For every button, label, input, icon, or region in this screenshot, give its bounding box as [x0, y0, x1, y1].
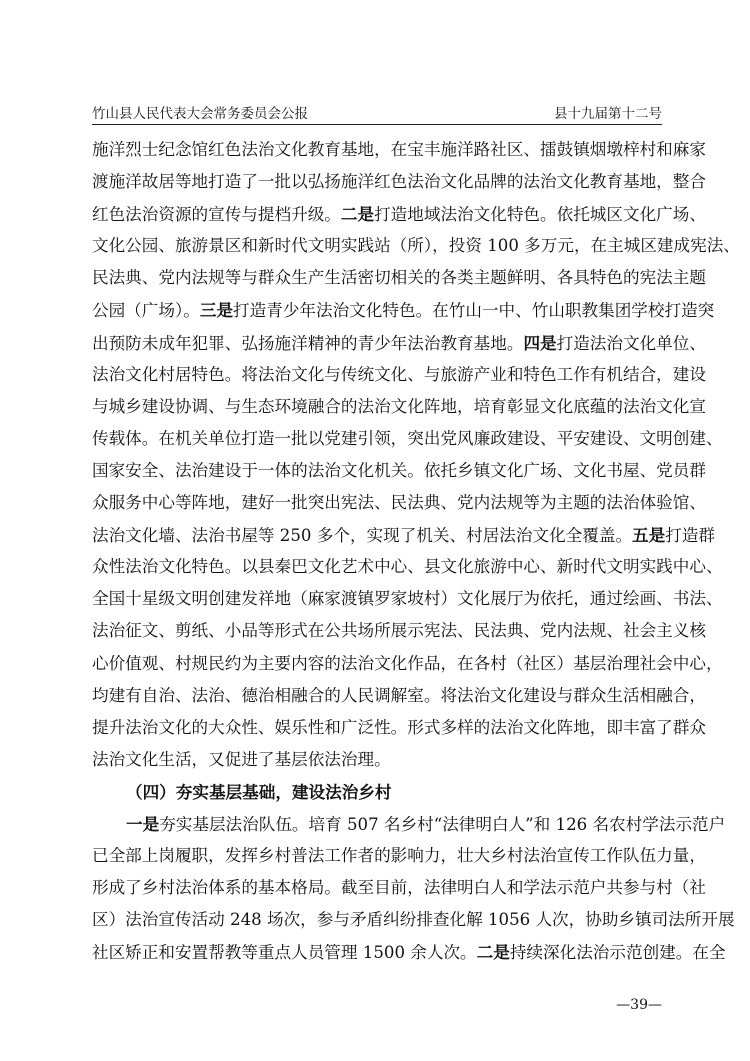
- text-line: 民法典、党内法规等与群众生产生活密切相关的各类主题鲜明、各具特色的宪法主题: [92, 268, 706, 288]
- text-line: 公园（广场）。三是打造青少年法治文化特色。在竹山一中、竹山职教集团学校打造突: [92, 300, 715, 321]
- text-line: 出预防未成年犯罪、弘扬施洋精神的青少年法治教育基地。四是打造法治文化单位、: [92, 332, 706, 353]
- page-number: —39—: [616, 997, 662, 1013]
- text-line: 国家安全、法治建设于一体的法治文化机关。依托乡镇文化广场、文化书屋、党员群: [92, 460, 706, 480]
- bold-marker: 一是: [126, 813, 160, 834]
- bold-marker: 二是: [476, 942, 510, 963]
- paragraph-culture-features: [92, 134, 740, 776]
- page-header: [92, 100, 662, 122]
- text-line: 全国十星级文明创建发祥地（麻家渡镇罗家坡村）文化展厅为依托，通过绘画、书法、: [92, 589, 723, 609]
- text-line: 文化公园、旅游景区和新时代文明实践站（所），投资 100 多万元，在主城区建成宪法、: [92, 236, 740, 256]
- section-heading: （四）夯实基层基础，建设法治乡村: [126, 781, 392, 802]
- text-line: 一是夯实基层法治队伍。培育 507 名乡村“法律明白人”和 126 名农村学法示范户: [126, 813, 726, 834]
- bold-marker: 四是: [523, 332, 557, 353]
- text-line: 法治文化墙、法治书屋等 250 多个，实现了机关、村居法治文化全覆盖。五是打造群: [92, 525, 716, 546]
- paragraph-rural-rule-of-law: [92, 808, 735, 968]
- bold-marker: 五是: [632, 525, 666, 546]
- text-line: 均建有自治、法治、德治相融合的人民调解室。将法治文化建设与群众生活相融合，: [92, 685, 706, 705]
- text-line: 形成了乡村法治体系的基本格局。截至目前，法律明白人和学法示范户共参与村（社: [92, 878, 706, 898]
- text-line: 心价值观、村规民约为主要内容的法治文化作品，在各村（社区）基层治理社会中心，: [92, 653, 723, 673]
- text-line: 传载体。在机关单位打造一批以党建引领，突出党风廉政建设、平安建设、文明创建、: [92, 428, 723, 448]
- text-line: 提升法治文化的大众性、娱乐性和广泛性。形式多样的法治文化阵地，即丰富了群众: [92, 717, 706, 737]
- text-line: 已全部上岗履职，发挥乡村普法工作者的影响力，壮大乡村法治宣传工作队伍力量，: [92, 846, 706, 866]
- header-issue-number: 县十九届第十二号: [554, 106, 662, 122]
- bold-marker: 三是: [199, 300, 234, 321]
- bold-marker: 二是: [340, 204, 375, 225]
- text-line: 与城乡建设协调、与生态环境融合的法治文化阵地，培育彰显文化底蕴的法治文化宣: [92, 396, 706, 416]
- header-divider: [92, 124, 662, 125]
- text-line: 众服务中心等阵地，建好一批突出宪法、民法典、党内法规等为主题的法治体验馆、: [92, 493, 706, 513]
- text-line: 众性法治文化特色。以县秦巴文化艺术中心、县文化旅游中心、新时代文明实践中心、: [92, 557, 723, 577]
- text-line: 渡施洋故居等地打造了一批以弘扬施洋红色法治文化品牌的法治文化教育基地，整合: [92, 172, 706, 192]
- text-line: 法治征文、剪纸、小品等形式在公共场所展示宪法、民法典、党内法规、社会主义核: [92, 621, 706, 641]
- text-line: 施洋烈士纪念馆红色法治文化教育基地，在宝丰施洋路社区、擂鼓镇烟墩梓村和麻家: [92, 140, 706, 159]
- text-line: 法治文化生活，又促进了基层依法治理。: [92, 749, 391, 769]
- text-line: 区）法治宣传活动 248 场次，参与矛盾纠纷排查化解 1056 人次，协助乡镇司法所开展: [92, 910, 735, 930]
- document-body: [92, 134, 740, 968]
- text-line: 法治文化村居特色。将法治文化与传统文化、与旅游产业和特色工作有机结合，建设: [92, 364, 706, 384]
- text-line: 社区矫正和安置帮教等重点人员管理 1500 余人次。二是持续深化法治示范创建。在全: [92, 942, 726, 963]
- text-line: 红色法治资源的宣传与提档升级。二是打造地域法治文化特色。依托城区文化广场、: [92, 204, 706, 225]
- header-publication-title: 竹山县人民代表大会常务委员会公报: [92, 106, 308, 122]
